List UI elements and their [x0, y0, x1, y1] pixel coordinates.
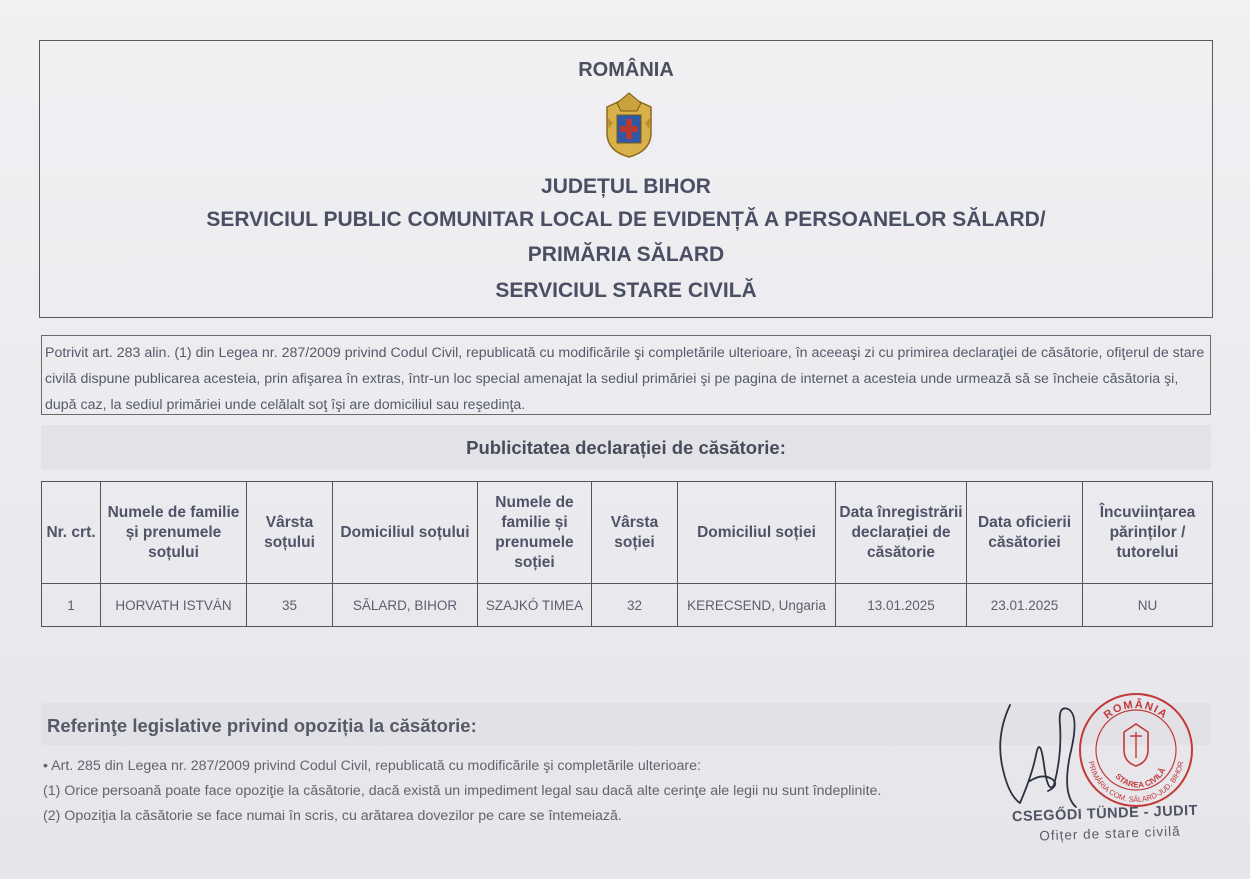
cell-wife-domicile: KERECSEND, Ungaria [678, 584, 836, 627]
seal-top-text: ROMÂNIA [1101, 698, 1171, 722]
svg-text:ROMÂNIA [1102, 698, 1170, 722]
cell-wedding-date: 23.01.2025 [967, 584, 1083, 627]
col-header-wife-domicile: Domiciliul soției [678, 482, 836, 584]
legal-intro-text: Potrivit art. 283 alin. (1) din Legea nr. 287/2009 privind Codul Civil, republicată cu modificările şi completările ulterioare, în aceeaşi zi cu primirea declaraţiei de căsătorie, ofiţerul de stare civilă dispune publicarea acesteia, prin afişarea în extras, într-un loc special amenajat la sediul primăriei şi pe pagina de internet a acesteia unde urmează să se încheie căsătoria şi, după caz, la sediul primăriei unde celălalt soţ îşi are domiciliul sau reşedinţa. [41, 335, 1211, 415]
col-header-wife-name: Numele de familie și prenumele soției [478, 482, 592, 584]
col-header-registration-date: Data înregistrării declarației de căsătorie [836, 482, 967, 584]
official-seal-icon [1076, 690, 1196, 810]
cell-husband-name: HORVATH ISTVÁN [101, 584, 247, 627]
svg-text:STAREA CIVILĂ [1114, 766, 1168, 790]
service-title-line1: SERVICIUL PUBLIC COMUNITAR LOCAL DE EVIDENȚĂ A PERSOANELOR SĂLARD/ [206, 208, 1046, 231]
cell-registration-date: 13.01.2025 [836, 584, 967, 627]
coat-of-arms-icon [603, 89, 655, 159]
service-title-line3: SERVICIUL STARE CIVILĂ [495, 279, 757, 302]
publication-title: Publicitatea declarației de căsătorie: [41, 425, 1211, 469]
cell-wife-age: 32 [592, 584, 678, 627]
county-title: JUDEȚUL BIHOR [541, 175, 711, 198]
cell-nr: 1 [42, 584, 101, 627]
col-header-wedding-date: Data oficierii căsătoriei [967, 482, 1083, 584]
cell-wife-name: SZAJKÓ TIMEA [478, 584, 592, 627]
officer-name: CSEGŐDI TÜNDE - JUDIT [1011, 802, 1199, 826]
cell-husband-domicile: SĂLARD, BIHOR [333, 584, 478, 627]
col-header-nr: Nr. crt. [42, 482, 101, 584]
col-header-wife-age: Vârsta soției [592, 482, 678, 584]
references-title: Referinţe legislative privind opoziția la căsătorie: [41, 703, 1211, 745]
marriage-declaration-table [41, 481, 1213, 627]
cell-husband-age: 35 [247, 584, 333, 627]
country-title: ROMÂNIA [578, 59, 674, 81]
officer-role: Ofițer de stare civilă [1039, 823, 1181, 844]
header-box [39, 40, 1213, 318]
seal-bottom-text: PRIMĂRIA COM. SĂLARD-JUD. BIHOR [1086, 760, 1186, 805]
col-header-husband-age: Vârsta soțului [247, 482, 333, 584]
table-row [42, 584, 1213, 627]
col-header-consent: Încuviințarea părinților / tutorelui [1083, 482, 1213, 584]
reference-line-1: • Art. 285 din Legea nr. 287/2009 privind Codul Civil, republicată cu modificările şi completările ulterioare: [43, 758, 701, 774]
cell-consent: NU [1083, 584, 1213, 627]
signature-icon [990, 695, 1085, 815]
service-title-line2: PRIMĂRIA SĂLARD [527, 243, 725, 266]
col-header-husband-name: Numele de familie și prenumele soțului [101, 482, 247, 584]
seal-inner-text: STAREA CIVILĂ [1113, 766, 1168, 790]
col-header-husband-domicile: Domiciliul soțului [333, 482, 478, 584]
reference-line-2: (1) Orice persoană poate face opoziţie la căsătorie, dacă există un impediment legal sau dacă alte cerinţe ale legii nu sunt îndeplinite. [43, 783, 882, 799]
table-header-row [42, 482, 1213, 584]
reference-line-3: (2) Opoziţia la căsătorie se face numai în scris, cu arătarea dovezilor pe care se întemeiază. [43, 808, 622, 824]
